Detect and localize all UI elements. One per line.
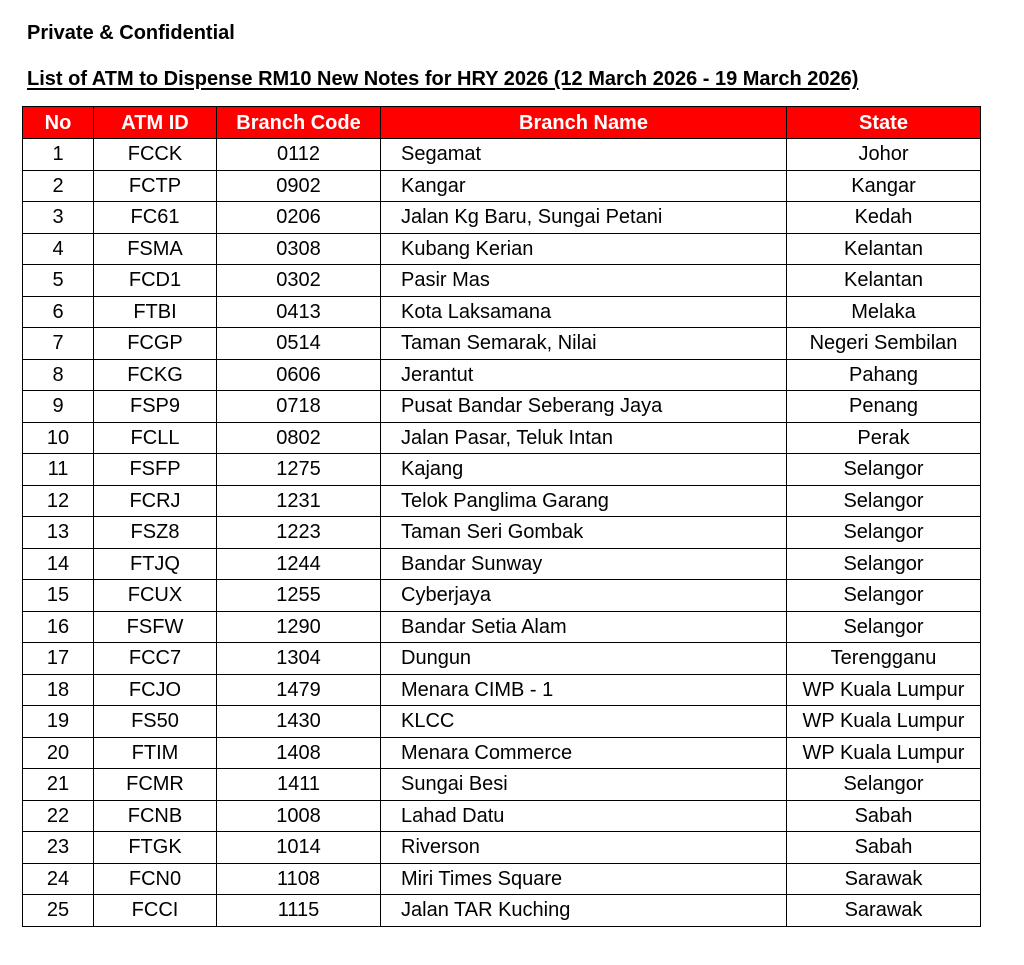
cell-branch-code: 0718 <box>217 391 381 423</box>
cell-atm-id: FSFP <box>94 454 217 486</box>
cell-no: 20 <box>23 737 94 769</box>
cell-no: 5 <box>23 265 94 297</box>
table-row <box>23 170 981 202</box>
table-row <box>23 863 981 895</box>
cell-no: 8 <box>23 359 94 391</box>
cell-state: Perak <box>787 422 981 454</box>
cell-no: 13 <box>23 517 94 549</box>
cell-atm-id: FCLL <box>94 422 217 454</box>
column-header-no: No <box>23 107 94 139</box>
table-row <box>23 706 981 738</box>
cell-no: 21 <box>23 769 94 801</box>
column-header-branch-name: Branch Name <box>381 107 787 139</box>
cell-branch-name: Menara CIMB - 1 <box>381 674 787 706</box>
cell-state: Sarawak <box>787 863 981 895</box>
cell-no: 4 <box>23 233 94 265</box>
cell-branch-code: 0802 <box>217 422 381 454</box>
cell-no: 22 <box>23 800 94 832</box>
table-row <box>23 328 981 360</box>
column-header-atm-id: ATM ID <box>94 107 217 139</box>
cell-atm-id: FTIM <box>94 737 217 769</box>
cell-no: 10 <box>23 422 94 454</box>
cell-branch-name: Kajang <box>381 454 787 486</box>
cell-no: 1 <box>23 139 94 171</box>
table-row <box>23 832 981 864</box>
cell-atm-id: FCGP <box>94 328 217 360</box>
cell-branch-name: Menara Commerce <box>381 737 787 769</box>
cell-branch-code: 1304 <box>217 643 381 675</box>
cell-branch-code: 1014 <box>217 832 381 864</box>
confidentiality-label: Private & Confidential <box>27 22 235 44</box>
cell-atm-id: FSFW <box>94 611 217 643</box>
cell-branch-code: 0606 <box>217 359 381 391</box>
cell-branch-name: Kubang Kerian <box>381 233 787 265</box>
cell-branch-code: 1231 <box>217 485 381 517</box>
cell-branch-name: Kota Laksamana <box>381 296 787 328</box>
cell-branch-name: Jalan TAR Kuching <box>381 895 787 927</box>
table-row <box>23 485 981 517</box>
table-body <box>23 139 981 927</box>
table-row <box>23 139 981 171</box>
cell-no: 15 <box>23 580 94 612</box>
cell-no: 7 <box>23 328 94 360</box>
cell-branch-code: 1108 <box>217 863 381 895</box>
cell-atm-id: FCCI <box>94 895 217 927</box>
cell-state: Pahang <box>787 359 981 391</box>
cell-atm-id: FSZ8 <box>94 517 217 549</box>
cell-state: WP Kuala Lumpur <box>787 674 981 706</box>
cell-branch-name: KLCC <box>381 706 787 738</box>
cell-state: Sabah <box>787 800 981 832</box>
cell-branch-code: 0112 <box>217 139 381 171</box>
cell-atm-id: FCMR <box>94 769 217 801</box>
cell-branch-code: 1275 <box>217 454 381 486</box>
cell-branch-name: Bandar Sunway <box>381 548 787 580</box>
cell-branch-code: 0206 <box>217 202 381 234</box>
cell-branch-name: Jalan Pasar, Teluk Intan <box>381 422 787 454</box>
cell-state: Selangor <box>787 611 981 643</box>
cell-no: 19 <box>23 706 94 738</box>
cell-branch-code: 1255 <box>217 580 381 612</box>
cell-branch-name: Pusat Bandar Seberang Jaya <box>381 391 787 423</box>
cell-no: 2 <box>23 170 94 202</box>
table-row <box>23 895 981 927</box>
cell-state: Kangar <box>787 170 981 202</box>
cell-branch-name: Taman Seri Gombak <box>381 517 787 549</box>
cell-branch-code: 1430 <box>217 706 381 738</box>
cell-atm-id: FCN0 <box>94 863 217 895</box>
cell-branch-code: 0902 <box>217 170 381 202</box>
cell-state: Sabah <box>787 832 981 864</box>
cell-atm-id: FCD1 <box>94 265 217 297</box>
cell-branch-name: Pasir Mas <box>381 265 787 297</box>
cell-no: 6 <box>23 296 94 328</box>
cell-atm-id: FCTP <box>94 170 217 202</box>
cell-no: 12 <box>23 485 94 517</box>
cell-branch-name: Sungai Besi <box>381 769 787 801</box>
column-header-state: State <box>787 107 981 139</box>
cell-no: 18 <box>23 674 94 706</box>
cell-no: 24 <box>23 863 94 895</box>
cell-state: Negeri Sembilan <box>787 328 981 360</box>
cell-no: 17 <box>23 643 94 675</box>
cell-no: 14 <box>23 548 94 580</box>
cell-branch-name: Jerantut <box>381 359 787 391</box>
cell-no: 23 <box>23 832 94 864</box>
table-row <box>23 674 981 706</box>
cell-branch-code: 1223 <box>217 517 381 549</box>
cell-branch-code: 0302 <box>217 265 381 297</box>
cell-no: 11 <box>23 454 94 486</box>
cell-state: Johor <box>787 139 981 171</box>
table-row <box>23 454 981 486</box>
cell-atm-id: FSMA <box>94 233 217 265</box>
table-row <box>23 296 981 328</box>
document-title: List of ATM to Dispense RM10 New Notes for HRY 2026 (12 March 2026 - 19 March 2026) <box>27 68 859 90</box>
table-header-row <box>23 107 981 139</box>
cell-state: Selangor <box>787 548 981 580</box>
table-row <box>23 202 981 234</box>
cell-state: Melaka <box>787 296 981 328</box>
cell-state: Selangor <box>787 769 981 801</box>
cell-state: Kelantan <box>787 233 981 265</box>
cell-branch-code: 0413 <box>217 296 381 328</box>
cell-branch-name: Jalan Kg Baru, Sungai Petani <box>381 202 787 234</box>
table-row <box>23 548 981 580</box>
table-row <box>23 233 981 265</box>
cell-atm-id: FS50 <box>94 706 217 738</box>
cell-atm-id: FC61 <box>94 202 217 234</box>
cell-atm-id: FTJQ <box>94 548 217 580</box>
cell-state: Sarawak <box>787 895 981 927</box>
cell-state: Selangor <box>787 517 981 549</box>
table-row <box>23 422 981 454</box>
cell-branch-name: Kangar <box>381 170 787 202</box>
cell-no: 9 <box>23 391 94 423</box>
cell-branch-code: 1479 <box>217 674 381 706</box>
cell-branch-code: 1244 <box>217 548 381 580</box>
cell-state: Selangor <box>787 454 981 486</box>
cell-state: Kedah <box>787 202 981 234</box>
cell-branch-code: 0308 <box>217 233 381 265</box>
cell-state: Penang <box>787 391 981 423</box>
cell-branch-code: 1115 <box>217 895 381 927</box>
table-row <box>23 737 981 769</box>
table-row <box>23 769 981 801</box>
cell-atm-id: FCCK <box>94 139 217 171</box>
table-row <box>23 580 981 612</box>
cell-atm-id: FTGK <box>94 832 217 864</box>
cell-branch-name: Riverson <box>381 832 787 864</box>
cell-branch-name: Miri Times Square <box>381 863 787 895</box>
cell-atm-id: FCUX <box>94 580 217 612</box>
cell-state: WP Kuala Lumpur <box>787 737 981 769</box>
cell-branch-name: Segamat <box>381 139 787 171</box>
cell-branch-code: 1408 <box>217 737 381 769</box>
cell-atm-id: FSP9 <box>94 391 217 423</box>
cell-branch-code: 0514 <box>217 328 381 360</box>
cell-state: Selangor <box>787 580 981 612</box>
table-row <box>23 643 981 675</box>
cell-branch-name: Lahad Datu <box>381 800 787 832</box>
cell-no: 25 <box>23 895 94 927</box>
cell-state: WP Kuala Lumpur <box>787 706 981 738</box>
table-row <box>23 800 981 832</box>
cell-no: 16 <box>23 611 94 643</box>
atm-table <box>22 106 981 927</box>
cell-branch-name: Dungun <box>381 643 787 675</box>
cell-branch-name: Taman Semarak, Nilai <box>381 328 787 360</box>
cell-atm-id: FCNB <box>94 800 217 832</box>
cell-atm-id: FCJO <box>94 674 217 706</box>
table-row <box>23 391 981 423</box>
cell-atm-id: FCC7 <box>94 643 217 675</box>
table-row <box>23 359 981 391</box>
cell-state: Terengganu <box>787 643 981 675</box>
table-row <box>23 517 981 549</box>
cell-branch-code: 1290 <box>217 611 381 643</box>
table-row <box>23 265 981 297</box>
cell-branch-name: Bandar Setia Alam <box>381 611 787 643</box>
cell-atm-id: FCKG <box>94 359 217 391</box>
cell-branch-code: 1411 <box>217 769 381 801</box>
cell-atm-id: FTBI <box>94 296 217 328</box>
cell-atm-id: FCRJ <box>94 485 217 517</box>
cell-branch-name: Telok Panglima Garang <box>381 485 787 517</box>
cell-state: Kelantan <box>787 265 981 297</box>
table-row <box>23 611 981 643</box>
column-header-branch-code: Branch Code <box>217 107 381 139</box>
cell-state: Selangor <box>787 485 981 517</box>
cell-no: 3 <box>23 202 94 234</box>
cell-branch-name: Cyberjaya <box>381 580 787 612</box>
cell-branch-code: 1008 <box>217 800 381 832</box>
